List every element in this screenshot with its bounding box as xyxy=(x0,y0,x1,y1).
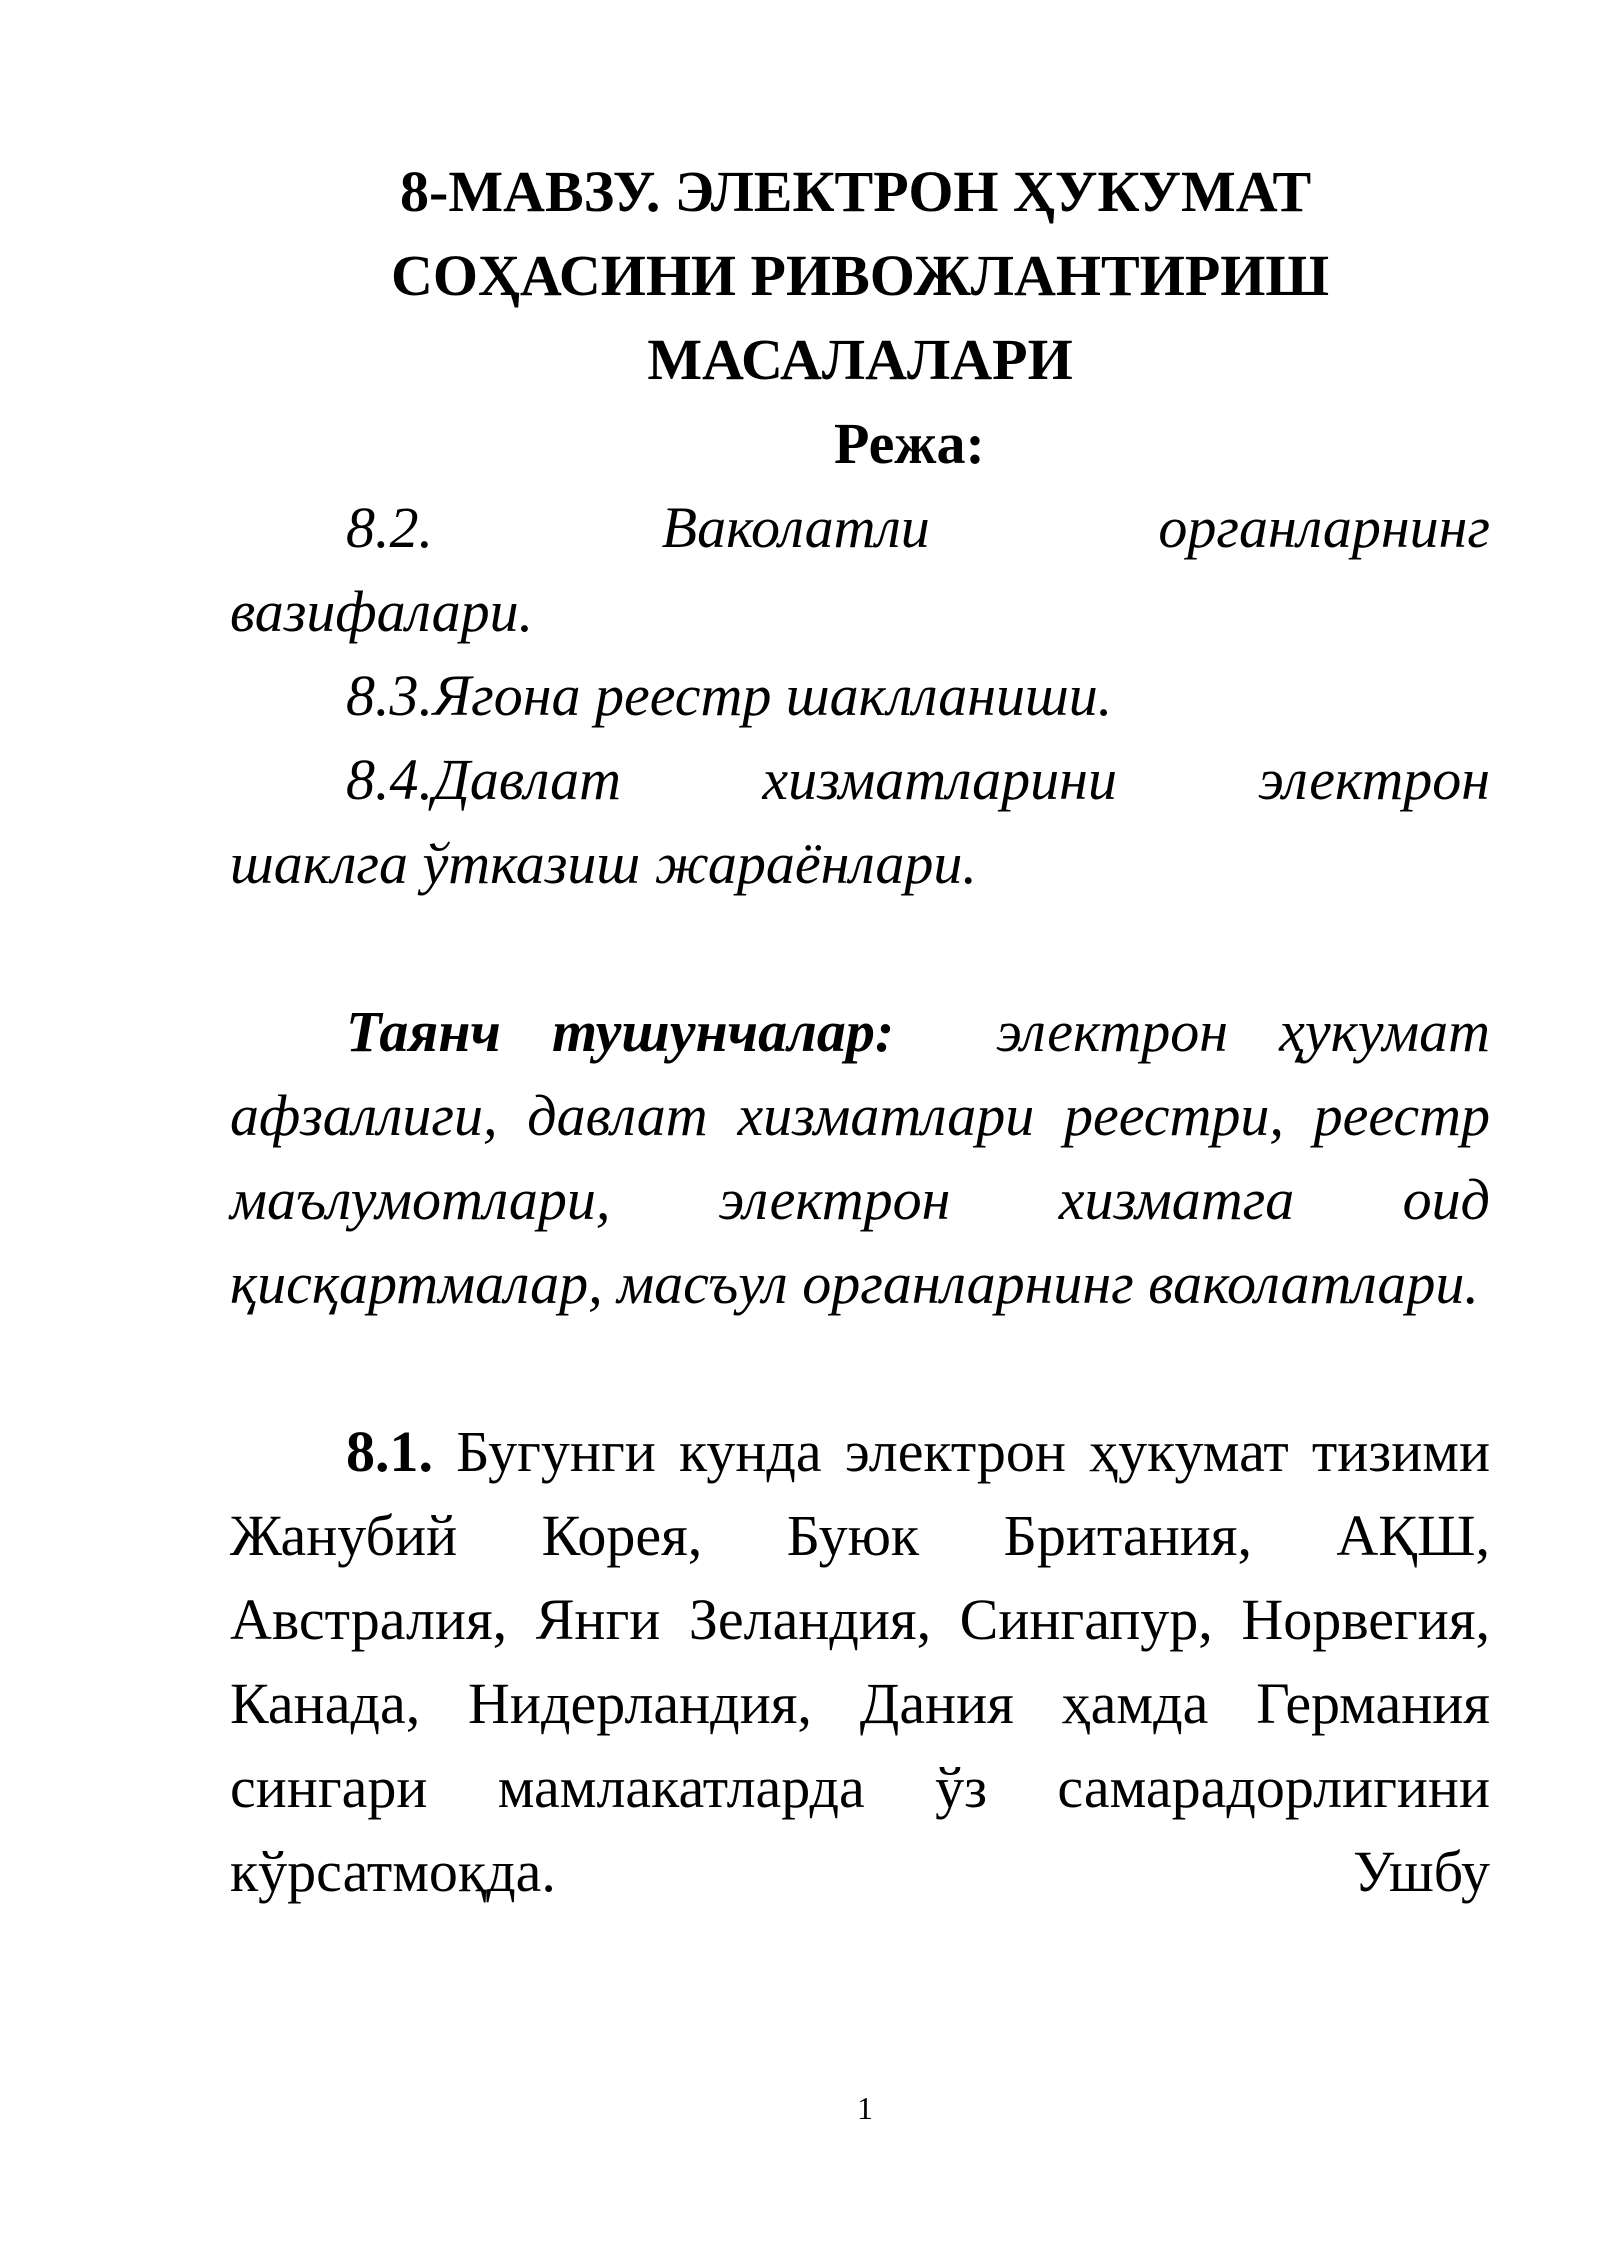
key-concepts-text: электрон ҳукумат афзаллиги, давлат хизматлари реестри, реестр маълумотлари, электрон хизматга оид қисқартмалар, масъул органларнинг ваколатлари. xyxy=(230,999,1490,1316)
section-text: Бугунги кунда электрон ҳукумат тизими Жанубий Корея, Буюк Британия, АҚШ, Австралия, Янги Зеландия, Сингапур, Норвегия, Канада, Нидерландия, Дания ҳамда Германия сингари мамлакатларда ўз самарадорлигини кўрсатмоқда. Ушбу xyxy=(230,1419,1490,1904)
plan-heading: Режа: xyxy=(834,411,985,476)
plan-item-3 xyxy=(230,738,1490,906)
title-line-1: 8-МАВЗУ. ЭЛЕКТРОН ҲУКУМАТ xyxy=(400,159,1312,224)
document-page xyxy=(230,150,1490,1914)
spacer xyxy=(230,906,1490,990)
spacer xyxy=(230,1326,1490,1410)
title-line-2: СОҲАСИНИ РИВОЖЛАНТИРИШ xyxy=(390,243,1330,308)
title-line-3: МАСАЛАЛАРИ xyxy=(647,327,1073,392)
plan-item-3-line-2: шаклга ўтказиш жараёнлари. xyxy=(230,831,977,896)
plan-item-2: 8.3.Ягона реестр шаклланиши. xyxy=(346,663,1113,728)
section-paragraph xyxy=(230,1410,1490,1914)
plan-item-1-line-1: 8.2. Ваколатли органларнинг xyxy=(346,495,1490,560)
plan-item-1-line-2: вазифалари. xyxy=(230,579,534,644)
key-concepts-paragraph xyxy=(230,990,1490,1326)
page-number: 1 xyxy=(857,2090,873,2126)
key-concepts-label: Таянч тушунчалар: xyxy=(346,999,895,1064)
plan-item-3-line-1: 8.4.Давлат хизматларини электрон xyxy=(346,747,1490,812)
section-number: 8.1. xyxy=(346,1419,433,1484)
plan-item-1 xyxy=(230,486,1490,654)
